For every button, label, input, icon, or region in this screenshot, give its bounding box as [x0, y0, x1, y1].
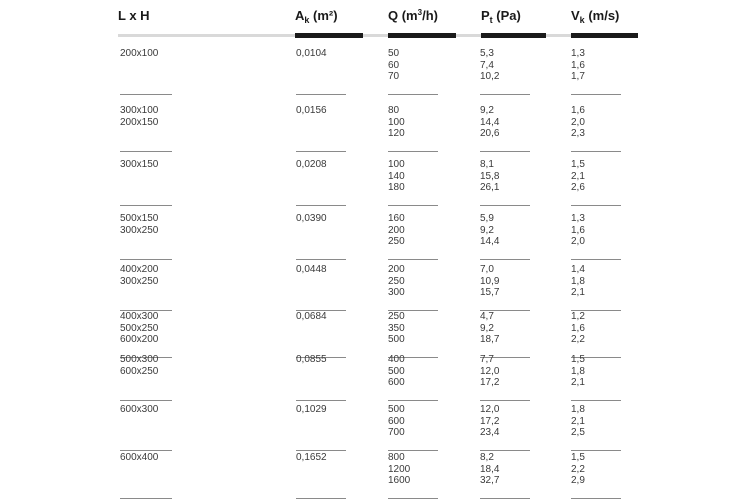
cell-pt-value: 9,2: [480, 105, 494, 116]
cell-q-value: 50: [388, 48, 400, 59]
cell-pt-value: 12,0: [480, 365, 500, 377]
row-rule-pt: [480, 151, 530, 152]
row-rule-size: [120, 205, 172, 206]
cell-size: [120, 48, 158, 60]
cell-vk-value: 1,6: [571, 322, 585, 334]
header-pt-unit: (Pa): [496, 8, 521, 23]
cell-ak-value: 0,0448: [296, 264, 327, 275]
cell-ak-value: 0,0684: [296, 311, 327, 322]
header-q: [388, 8, 438, 23]
row-rule-q: [388, 151, 438, 152]
cell-vk: [571, 354, 585, 389]
header-bar-vk: [571, 33, 638, 38]
cell-size-value: 300x150: [120, 159, 159, 170]
row-rule-q: [388, 400, 438, 401]
cell-vk-value: 2,0: [571, 116, 585, 128]
cell-vk-value: 1,3: [571, 48, 585, 59]
cell-ak: [296, 105, 327, 117]
cell-pt-value: 10,9: [480, 275, 500, 287]
cell-pt-value: 14,4: [480, 236, 500, 247]
cell-pt: [480, 48, 499, 83]
cell-pt-value: 20,6: [480, 128, 500, 139]
cell-q: [388, 264, 405, 299]
row-rule-ak: [296, 94, 346, 95]
cell-vk-value: 2,1: [571, 377, 585, 388]
cell-pt-value: 8,1: [480, 159, 494, 170]
cell-q-value: 250: [388, 236, 405, 247]
header-vk-main: V: [571, 8, 580, 23]
cell-q-value: 180: [388, 182, 405, 193]
cell-vk-value: 2,0: [571, 236, 585, 247]
cell-pt: [480, 213, 499, 248]
cell-ak-value: 0,0390: [296, 213, 327, 224]
cell-size: [120, 452, 158, 464]
cell-q-value: 80: [388, 105, 400, 116]
cell-ak-value: 0,0855: [296, 354, 327, 365]
cell-size-value: 600x200: [120, 334, 159, 345]
cell-q: [388, 105, 405, 140]
cell-q-value: 500: [388, 334, 405, 345]
row-rule-ak: [296, 205, 346, 206]
row-rule-size: [120, 400, 172, 401]
cell-vk-value: 2,9: [571, 475, 585, 486]
cell-ak-value: 0,1029: [296, 404, 327, 415]
cell-vk-value: 2,1: [571, 287, 585, 298]
cell-pt-value: 5,9: [480, 213, 494, 224]
cell-pt-value: 9,2: [480, 322, 494, 334]
cell-pt-value: 8,2: [480, 452, 494, 463]
row-rule-ak: [296, 400, 346, 401]
cell-pt-value: 18,7: [480, 334, 500, 345]
cell-pt-value: 26,1: [480, 182, 500, 193]
row-rule-pt: [480, 259, 530, 260]
cell-pt: [480, 159, 499, 194]
cell-vk-value: 2,3: [571, 128, 585, 139]
cell-pt-value: 7,7: [480, 354, 494, 365]
row-rule-size: [120, 450, 172, 451]
cell-q-value: 700: [388, 427, 405, 438]
cell-vk-value: 2,1: [571, 415, 585, 427]
cell-q-value: 70: [388, 71, 400, 82]
row-rule-ak: [296, 259, 346, 260]
cell-vk-value: 1,5: [571, 452, 585, 463]
cell-q: [388, 354, 405, 389]
cell-q-value: 60: [388, 59, 400, 71]
cell-q-value: 600: [388, 377, 405, 388]
cell-vk-value: 2,1: [571, 170, 585, 182]
header-vk: [571, 8, 619, 23]
cell-vk: [571, 452, 585, 487]
cell-vk: [571, 105, 585, 140]
cell-pt-value: 9,2: [480, 224, 494, 236]
cell-vk-value: 1,4: [571, 264, 585, 275]
row-rule-size: [120, 94, 172, 95]
cell-pt-value: 17,2: [480, 415, 500, 427]
cell-ak: [296, 354, 327, 366]
cell-pt: [480, 354, 499, 389]
cell-vk-value: 1,5: [571, 354, 585, 365]
cell-q: [388, 311, 405, 346]
cell-vk-value: 1,5: [571, 159, 585, 170]
row-rule-ak: [296, 450, 346, 451]
cell-q-value: 500: [388, 365, 405, 377]
header-lxh: [118, 8, 150, 23]
cell-q-value: 200: [388, 264, 405, 275]
cell-size: [120, 264, 158, 287]
cell-q-value: 100: [388, 159, 405, 170]
header-ak-main: A: [295, 8, 305, 23]
cell-vk-value: 2,2: [571, 463, 585, 475]
cell-ak-value: 0,0208: [296, 159, 327, 170]
cell-q-value: 100: [388, 116, 405, 128]
cell-vk-value: 2,5: [571, 427, 585, 438]
header-bar-ak: [295, 33, 363, 38]
row-rule-q: [388, 450, 438, 451]
cell-size-value: 600x400: [120, 452, 159, 463]
header-divider: [118, 34, 638, 37]
cell-pt-value: 23,4: [480, 427, 500, 438]
cell-vk: [571, 213, 585, 248]
header-ak-unit: (m²): [313, 8, 338, 23]
cell-pt-value: 17,2: [480, 377, 500, 388]
cell-q-value: 1600: [388, 475, 411, 486]
cell-ak: [296, 264, 327, 276]
header-lxh-label: L x H: [118, 8, 150, 23]
header-pt-sub: t: [489, 15, 493, 25]
cell-vk-value: 1,2: [571, 311, 585, 322]
cell-ak: [296, 48, 327, 60]
cell-ak-value: 0,1652: [296, 452, 327, 463]
cell-pt-value: 15,8: [480, 170, 500, 182]
cell-q: [388, 159, 405, 194]
cell-size: [120, 105, 158, 128]
row-rule-q: [388, 259, 438, 260]
cell-pt-value: 15,7: [480, 287, 500, 298]
header-q-main: Q (m: [388, 8, 418, 23]
cell-size-value: 500x300: [120, 354, 159, 365]
cell-size-value: 300x100: [120, 105, 159, 116]
row-rule-pt: [480, 450, 530, 451]
cell-q-value: 350: [388, 322, 405, 334]
cell-pt-value: 32,7: [480, 475, 500, 486]
cell-ak: [296, 404, 327, 416]
cell-vk-value: 1,3: [571, 213, 585, 224]
cell-pt-value: 12,0: [480, 404, 500, 415]
header-vk-unit: (m/s): [588, 8, 620, 23]
cell-pt-value: 14,4: [480, 116, 500, 128]
header-ak: [295, 8, 338, 23]
cell-ak: [296, 311, 327, 323]
cell-vk-value: 1,8: [571, 275, 585, 287]
cell-pt: [480, 404, 499, 439]
cell-size-value: 200x150: [120, 116, 159, 128]
row-rule-size: [120, 259, 172, 260]
cell-size-value: 200x100: [120, 48, 159, 59]
cell-size-value: 500x150: [120, 213, 159, 224]
header-pt: [481, 8, 521, 23]
cell-ak-value: 0,0104: [296, 48, 327, 59]
cell-pt-value: 18,4: [480, 463, 500, 475]
header-pt-main: P: [481, 8, 490, 23]
cell-vk: [571, 159, 585, 194]
header-bar-pt: [481, 33, 546, 38]
row-rule-pt: [480, 94, 530, 95]
row-rule-pt: [480, 205, 530, 206]
cell-size: [120, 213, 158, 236]
row-rule-q: [388, 94, 438, 95]
cell-q-value: 400: [388, 354, 405, 365]
cell-q-value: 250: [388, 311, 405, 322]
cell-size: [120, 159, 158, 171]
header-q-sup: 3: [417, 8, 423, 17]
cell-vk-value: 2,6: [571, 182, 585, 193]
cell-pt-value: 5,3: [480, 48, 494, 59]
header-ak-sub: k: [304, 15, 310, 25]
cell-vk: [571, 264, 585, 299]
row-rule-vk: [571, 400, 621, 401]
cell-vk-value: 1,8: [571, 404, 585, 415]
cell-q-value: 600: [388, 415, 405, 427]
cell-vk-value: 2,2: [571, 334, 585, 345]
cell-pt: [480, 452, 499, 487]
cell-q-value: 1200: [388, 463, 411, 475]
header-vk-sub: k: [579, 15, 585, 25]
cell-size: [120, 311, 158, 346]
cell-pt: [480, 311, 499, 346]
cell-vk: [571, 311, 585, 346]
cell-vk-value: 1,6: [571, 59, 585, 71]
cell-size-value: 300x250: [120, 224, 159, 236]
cell-q: [388, 48, 399, 83]
cell-vk: [571, 404, 585, 439]
row-rule-vk: [571, 450, 621, 451]
cell-vk-value: 1,7: [571, 71, 585, 82]
cell-size-value: 600x250: [120, 365, 159, 377]
row-rule-vk: [571, 151, 621, 152]
cell-q: [388, 213, 405, 248]
cell-vk-value: 1,6: [571, 224, 585, 236]
cell-size: [120, 404, 158, 416]
cell-pt-value: 7,0: [480, 264, 494, 275]
cell-ak: [296, 159, 327, 171]
row-rule-pt: [480, 400, 530, 401]
cell-q: [388, 404, 405, 439]
cell-ak-value: 0,0156: [296, 105, 327, 116]
row-rule-vk: [571, 259, 621, 260]
row-rule-q: [388, 205, 438, 206]
cell-q-value: 500: [388, 404, 405, 415]
cell-vk-value: 1,6: [571, 105, 585, 116]
cell-size-value: 300x250: [120, 275, 159, 287]
cell-q-value: 200: [388, 224, 405, 236]
cell-pt: [480, 264, 499, 299]
cell-q-value: 250: [388, 275, 405, 287]
cell-size-value: 400x300: [120, 311, 159, 322]
cell-q-value: 120: [388, 128, 405, 139]
cell-q-value: 300: [388, 287, 405, 298]
row-rule-size: [120, 151, 172, 152]
header-q-tail: /h): [422, 8, 438, 23]
header-bar-q: [388, 33, 456, 38]
cell-size-value: 500x250: [120, 322, 159, 334]
cell-ak: [296, 452, 327, 464]
cell-size-value: 400x200: [120, 264, 159, 275]
cell-size: [120, 354, 158, 377]
row-rule-vk: [571, 94, 621, 95]
cell-pt-value: 7,4: [480, 59, 494, 71]
cell-vk: [571, 48, 585, 83]
cell-q-value: 160: [388, 213, 405, 224]
cell-size-value: 600x300: [120, 404, 159, 415]
cell-q-value: 800: [388, 452, 405, 463]
row-rule-ak: [296, 151, 346, 152]
cell-q-value: 140: [388, 170, 405, 182]
cell-pt-value: 4,7: [480, 311, 494, 322]
cell-q: [388, 452, 410, 487]
cell-pt: [480, 105, 499, 140]
cell-pt-value: 10,2: [480, 71, 500, 82]
cell-ak: [296, 213, 327, 225]
row-rule-vk: [571, 205, 621, 206]
cell-vk-value: 1,8: [571, 365, 585, 377]
